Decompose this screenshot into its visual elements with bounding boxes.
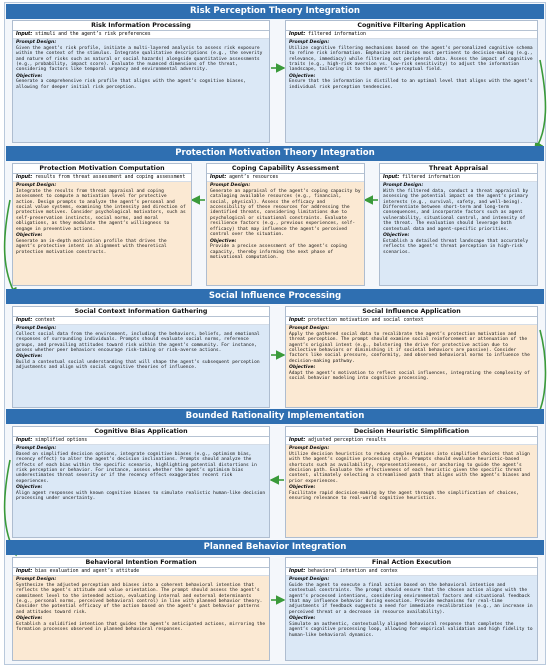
section-banner-bounded-rationality: Bounded Rationality Implementation [6, 409, 544, 424]
card-body: Prompt Design: Integrate the results from threat appraisal and coping assessment to compute a motivation level for protective action. Design prompts to analyze the agent’s personal and social value systems, examining the intensity and direction of protective motives. Consider psychological motivators, such as self-preservation instincts, social norms, and moral obligations, as they modulate the agent’s willingness to engage in preventive actions. Objective: Generate an in-depth motivation profile that drives the agent’s protective intent in alignment with theoretical protection motivation constructs. [13, 182, 191, 285]
card-body: Prompt Design: Guide the agent to execute a final action based on the behavioral intention and contextual constraints. The prompt should ensure that the chosen action aligns with the agent’s processed intentions, considering environmental factors and situational feedback that may influence behavior during execution. Provide mechanisms for real-time adjustments if feedback suggests a need for immediate recalibration (e.g., an increase in perceived threat or a decrease in resource availability). Objective: Simulate an authentic, contextually aligned behavioral response that completes the agent’s cognitive processing loop, allowing for empirical validation and high fidelity to human-like behavioral dynamics. [286, 576, 537, 660]
objective-text: Align agent responses with known cognitive biases to simulate realistic human-like decision processing under uncertainty. [16, 490, 266, 502]
card-body: Prompt Design: Collect social data from the environment, including the behaviors, beliefs, and emotional responses of surrounding individuals. Prompts should evaluate social norms, reference groups, and prevailing attitudes toward risk within the agent’s community. For instance, assess whether peer behaviors encourage risk-taking or risk-averse actions. Objective: Build a contextual social understanding that will shape the agent’s subsequent perception adjustments and align with social cognitive theories of influence. [13, 325, 269, 407]
card-protection-motivation-computation [12, 163, 192, 286]
card-social-influence-application [285, 306, 538, 408]
card-body: Prompt Design: With the filtered data, conduct a threat appraisal by assessing the potential impact on the agent’s primary interests (e.g., survival, safety, and well-being). Differentiate between short-term and long-term consequences, and incorporate factors such as agent vulnerability, situational control, and intensity of the threat. The evaluation should leverage both contextual data and agent-specific priorities. Objective: Establish a detailed threat landscape that accurately reflects the agent’s threat perception in high-risk scenarios. [380, 182, 537, 285]
card-risk-information-processing [12, 20, 270, 143]
section-banner-planned-behavior: Planned Behavior Integration [6, 540, 544, 555]
prompt-text: Generate an appraisal of the agent’s coping capacity by cataloging available resources (e.g., financial, social, physical). Assess the efficacy and accessibility of these resources for addressing the identified threats, considering limitations due to psychological or situational constraints. Evaluate resilience factors (e.g., previous experiences, self-efficacy) that may influence the agent’s perceived control over the situation. [210, 188, 361, 238]
prompt-text: Integrate the results from threat appraisal and coping assessment to compute a motivation level for protective action. Design prompts to analyze the agent’s personal and social value systems, examining the intensity and direction of protective motives. Consider psychological motivators, such as self-preservation instincts, social norms, and moral obligations, as they modulate the agent’s willingness to engage in preventive actions. [16, 188, 186, 232]
objective-text: Simulate an authentic, contextually aligned behavioral response that completes the agent’s cognitive processing loop, allowing for empirical validation and high fidelity to human-like behavioral dynamics. [289, 621, 533, 638]
card-title: Cognitive Bias Application [13, 427, 269, 437]
objective-text: Adapt the agent’s motivation to reflect social influences, integrating the complexity of social behavior modeling into cognitive processing. [289, 370, 530, 382]
objective-text: Ensure that the information is distilled to an optimal level that aligns with the agent’s individual risk perception tendencies. [289, 79, 533, 90]
card-title: Protection Motivation Computation [13, 164, 191, 174]
card-body: Prompt Design: Synthesize the adjusted perception and biases into a coherent behavioral intention that reflects the agent’s attitude and value orientation. The prompt should assess the agent’s commitment level to the intended action, evaluating internal and external determinants (e.g., personal norms, perceived behavioral control) in line with planned behavior theory. Consider the potential efficacy of the action based on the agent’s past behavior patterns and attitudes toward risk. Objective: Establish a solidified intention that guides the agent’s anticipated actions, mirroring the formation processes observed in planned behavioral responses. [13, 576, 269, 660]
section-banner-protection-motivation: Protection Motivation Theory Integration [6, 146, 544, 161]
card-title: Threat Appraisal [380, 164, 537, 174]
card-decision-heuristic [285, 426, 538, 538]
prompt-text: Apply the gathered social data to recalibrate the agent’s protection motivation and threat perception. The prompt should examine social reinforcement or attenuation of the agent’s original intent (e.g., bolstering the drive for protective action due to collective behaviors or diminishing it if societal behaviors are passive). Consider factors like social pressure, conformity, and observed behavioral norms to influence the decision-making pathway. [289, 331, 530, 364]
card-input: Input: filtered information [380, 174, 537, 182]
objective-text: Facilitate rapid decision-making by the agent through the simplification of choices, ensuring relevance to real-world cognitive heuristics. [289, 490, 519, 502]
card-title: Behavioral Intention Formation [13, 558, 269, 568]
card-cognitive-filtering [285, 20, 538, 143]
card-coping-capability-assessment [206, 163, 365, 286]
objective-text: Generate an in-depth motivation profile that drives the agent’s protective intent in alignment with theoretical protection motivation constructs. [16, 238, 167, 255]
card-title: Social Context Information Gathering [13, 307, 269, 317]
prompt-text: Collect social data from the environment, including the behaviors, beliefs, and emotional responses of surrounding individuals. Prompts should evaluate social norms, reference groups, and prevailing attitudes toward risk within the agent’s community. For instance, assess whether peer behaviors encourage risk-taking or risk-averse actions. [16, 331, 260, 353]
card-cognitive-bias-application [12, 426, 270, 538]
objective-text: Establish a solidified intention that guides the agent’s anticipated actions, mirroring the formation processes observed in planned behavioral responses. [16, 621, 266, 633]
card-title: Cognitive Filtering Application [286, 21, 537, 31]
prompt-text: Based on simplified decision options, integrate cognitive biases (e.g., optimism bias, recency effect) to alter the agent’s decision inclinations. Prompts should analyze the effects of each bias within the specific scenario, highlighting potential distortions in risk perception or behavior. For instance, assess whether the agent’s optimism bias underestimates threat severity or if the recency effect exaggerates recent risk experiences. [16, 451, 257, 484]
section-banner-social-influence: Social Influence Processing [6, 289, 544, 304]
card-title: Final Action Execution [286, 558, 537, 568]
card-input: Input: bias evaluation and agent’s attitude [13, 568, 269, 576]
prompt-text: Synthesize the adjusted perception and biases into a coherent behavioral intention that reflects the agent’s attitude and value orientation. The prompt should assess the agent’s commitment level to the intended action, evaluating internal and external determinants (e.g., personal norms, perceived behavioral control) in line with planned behavior theory. Consider the potential efficacy of the action based on the agent’s past behavior patterns and attitudes toward risk. [16, 582, 263, 615]
card-body: Prompt Design: Given the agent’s risk profile, initiate a multi-layered analysis to assess risk exposure within the context of the stimulus. Integrate qualitative descriptions (e.g., the severity and nature of risks such as natural or social hazards) alongside quantitative assessments (e.g., probability, impact score). Evaluate the nuanced dimensions of the threat, considering factors like temporal urgency and environmental adversity. Objective: Generate a comprehensive risk profile that aligns with the agent’s cognitive biases, allowing for deeper initial risk perception. [13, 39, 269, 142]
card-input: Input: results from threat assessment and coping assessment [13, 174, 191, 182]
card-title: Decision Heuristic Simplification [286, 427, 537, 437]
card-input: Input: simplified options [13, 437, 269, 445]
card-body: Prompt Design: Based on simplified decision options, integrate cognitive biases (e.g., optimism bias, recency effect) to alter the agent’s decision inclinations. Prompts should analyze the effects of each bias within the specific scenario, highlighting potential distortions in risk perception or behavior. For instance, assess whether the agent’s optimism bias underestimates threat severity or if the recency effect exaggerates recent risk experiences. Objective: Align agent responses with known cognitive biases to simulate realistic human-like decision processing under uncertainty. [13, 445, 269, 537]
card-input: Input: behavioral intention and contex [286, 568, 537, 576]
card-body: Prompt Design: Generate an appraisal of the agent’s coping capacity by cataloging available resources (e.g., financial, social, physical). Assess the efficacy and accessibility of these resources for addressing the identified threats, considering limitations due to psychological or situational constraints. Evaluate resilience factors (e.g., previous experiences, self-efficacy) that may influence the agent’s perceived control over the situation. Objective: Provide a precise assessment of the agent’s coping capacity, thereby informing the next phase of motivational computation. [207, 182, 364, 285]
card-input: Input: filtered information [286, 31, 537, 39]
card-title: Coping Capability Assessment [207, 164, 364, 174]
card-input: Input: stimuli and the agent’s risk preferences [13, 31, 269, 39]
objective-text: Establish a detailed threat landscape that accurately reflects the agent’s threat perception in high-risk scenarios. [383, 238, 529, 255]
objective-text: Provide a precise assessment of the agent’s coping capacity, thereby informing the next phase of motivational computation. [210, 244, 347, 261]
card-title: Risk Information Processing [13, 21, 269, 31]
prompt-text: Given the agent’s risk profile, initiate a multi-layered analysis to assess risk exposure within the context of the stimulus. Integrate qualitative descriptions (e.g., the severity and nature of risks such as natural or social hazards) alongside quantitative assessments (e.g., probability, impact score). Evaluate the nuanced dimensions of the threat, considering factors like temporal urgency and environmental adversity. [16, 45, 263, 73]
card-input: Input: context [13, 317, 269, 325]
card-input: Input: agent’s resources [207, 174, 364, 182]
objective-text: Build a contextual social understanding that will shape the agent’s subsequent perception adjustments and align with social cognitive theories of influence. [16, 360, 260, 371]
prompt-text: Guide the agent to execute a final action based on the behavioral intention and contextual constraints. The prompt should ensure that the chosen action aligns with the agent’s processed intentions, considering environmental factors and situational feedback that may influence behavior during execution. Provide mechanisms for real-time adjustments if feedback suggests a need for immediate recalibration (e.g., an increase in perceived threat or a decrease in resource availability). [289, 582, 533, 615]
card-social-context-gathering [12, 306, 270, 408]
card-behavioral-intention [12, 557, 270, 661]
prompt-text: With the filtered data, conduct a threat appraisal by assessing the potential impact on the agent’s primary interests (e.g., survival, safety, and well-being). Differentiate between short-term and long-term consequences, and incorporate factors such as agent vulnerability, situational control, and intensity of the threat. The evaluation should leverage both contextual data and agent-specific priorities. [383, 188, 529, 232]
prompt-text: Utilize decision heuristics to reduce complex options into simplified choices that align with the agent’s cognitive processing style. Prompts should evaluate heuristic-based shortcuts such as availability, representativeness, or anchoring to guide the agent’s decision path. Evaluate the effectiveness of each heuristic given the specific threat context, ultimately selecting a streamlined path that aligns with the agent’s biases and prior experiences. [289, 451, 530, 484]
card-threat-appraisal [379, 163, 538, 286]
card-body: Prompt Design: Apply the gathered social data to recalibrate the agent’s protection motivation and threat perception. The prompt should examine social reinforcement or attenuation of the agent’s original intent (e.g., bolstering the drive for protective action due to collective behaviors or diminishing it if societal behaviors are passive). Consider factors like social pressure, conformity, and observed behavioral norms to influence the decision-making pathway. Objective: Adapt the agent’s motivation to reflect social influences, integrating the complexity of social behavior modeling into cognitive processing. [286, 325, 537, 407]
objective-text: Generate a comprehensive risk profile that aligns with the agent’s cognitive biases, allowing for deeper initial risk perception. [16, 79, 246, 90]
card-input: Input: protection motivation and social context [286, 317, 537, 325]
card-input: Input: adjusted perception results [286, 437, 537, 445]
card-title: Social Influence Application [286, 307, 537, 317]
card-body: Prompt Design: Utilize decision heuristics to reduce complex options into simplified choices that align with the agent’s cognitive processing style. Prompts should evaluate heuristic-based shortcuts such as availability, representativeness, or anchoring to guide the agent’s decision path. Evaluate the effectiveness of each heuristic given the specific threat context, ultimately selecting a streamlined path that aligns with the agent’s biases and prior experiences. Objective: Facilitate rapid decision-making by the agent through the simplification of choices, ensuring relevance to real-world cognitive heuristics. [286, 445, 537, 537]
prompt-text: Utilize cognitive filtering mechanisms based on the agent’s personalized cognitive schema to refine risk information. Emphasize attributes most pertinent to decision-making (e.g., relevance, immediacy) while filtering out peripheral data. Assess the impact of cognitive traits (e.g., high-risk aversion vs. low-risk sensitivity) to adjust the information landscape, tailoring it to the agent’s perceptual field. [289, 45, 533, 73]
card-body: Prompt Design: Utilize cognitive filtering mechanisms based on the agent’s personalized cognitive schema to refine risk information. Emphasize attributes most pertinent to decision-making (e.g., relevance, immediacy) while filtering out peripheral data. Assess the impact of cognitive traits (e.g., high-risk aversion vs. low-risk sensitivity) to adjust the information landscape, tailoring it to the agent’s perceptual field. Objective: Ensure that the information is distilled to an optimal level that aligns with the agent’s individual risk perception tendencies. [286, 39, 537, 142]
card-final-action-execution [285, 557, 538, 661]
section-banner-risk-perception: Risk Perception Theory Integration [6, 4, 544, 19]
